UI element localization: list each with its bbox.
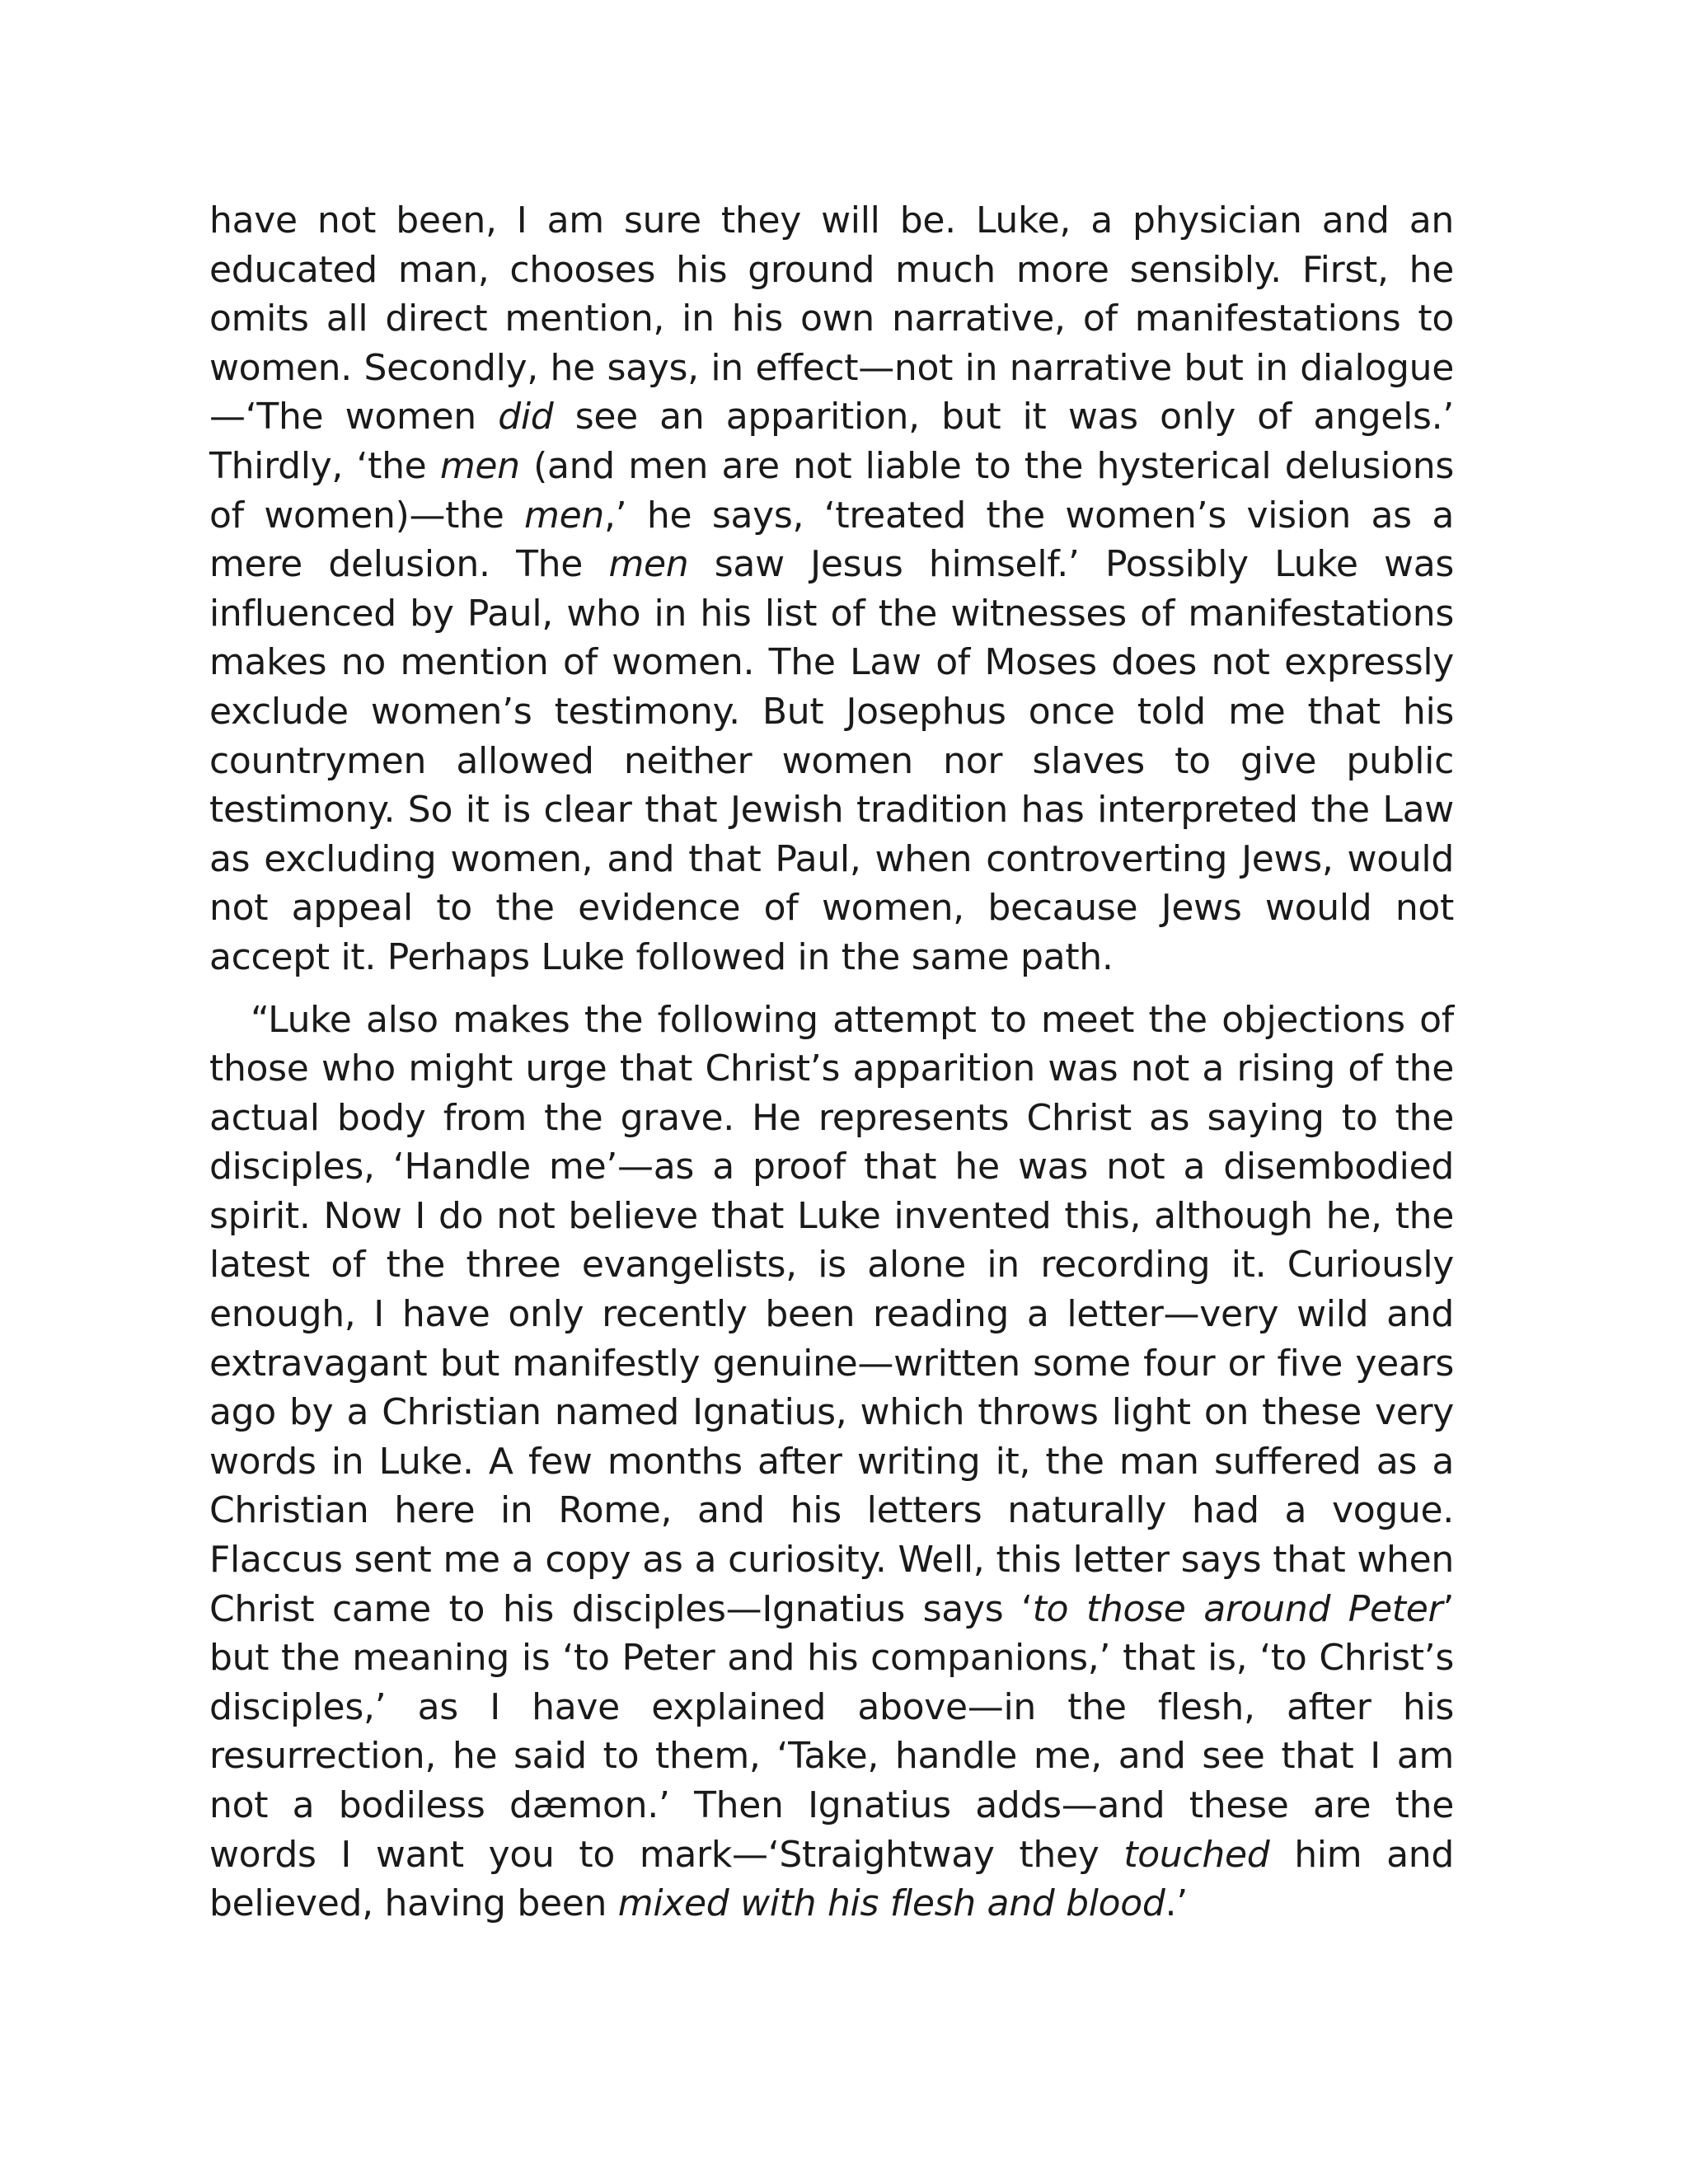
- paragraph: [209, 196, 1454, 982]
- text-run: ,’ he says, ‘treated the women’s vision as a mere delusion. The: [209, 494, 1454, 586]
- emphasis-run: men: [524, 494, 604, 537]
- emphasis-run: men: [439, 444, 520, 487]
- emphasis-run: touched: [1123, 1833, 1270, 1876]
- emphasis-run: mixed with his flesh and blood: [617, 1882, 1165, 1925]
- text-run: .’: [1165, 1882, 1188, 1925]
- text-run: have not been, I am sure they will be. Luke, a physician and an educated man, chooses his ground much more sensibly. First, he omits all direct mention, in his own narrative, of manifestations to women. Secondly, he says, in effect—not in narrative but in dialogue —‘The women: [209, 199, 1454, 438]
- text-run: “Luke also makes the following attempt to meet the objections of those who might urge that Christ’s apparition was not a rising of the actual body from the grave. He represents Christ as saying to the disciples, ‘Handle me’—as a proof that he was not a disembodied spirit. Now I do not believe that Luke invented this, although he, the latest of the three evangelists, is alone in recording it. Curiously enough, I have only recently been reading a letter—very wild and extravagant but manifestly genuine—written some four or five years ago by a Christian named Ignatius, which throws light on these very words in Luke. A few months after writing it, the man suffered as a Christian here in Rome, and his letters naturally had a vogue. Flaccus sent me a copy as a curiosity. Well, this letter says that when Christ came to his disciples—Ignatius says ‘: [209, 998, 1454, 1630]
- text-run: see an apparition, but it was only of angels.’ Thirdly, ‘the: [209, 396, 1454, 487]
- emphasis-run: men: [608, 543, 689, 586]
- emphasis-run: did: [498, 396, 554, 438]
- paragraph: [209, 996, 1454, 1929]
- emphasis-run: to those around Peter: [1032, 1587, 1443, 1630]
- text-run: ’ but the meaning is ‘to Peter and his companions,’ that is, ‘to Christ’s disciples,’ as I have explained above—in the flesh, after his resurrection, he said to them, ‘Take, handle me, and see that I am not a bodiless dæmon.’ Then Ignatius adds—and these are the words I want you to mark—‘Straightway they: [209, 1587, 1454, 1876]
- text-run: him and believed, having been: [209, 1833, 1455, 1925]
- page-body: [209, 196, 1454, 1929]
- text-run: saw Jesus himself.’ Possibly Luke was influenced by Paul, who in his list of the witnesses of manifestations makes no mention of women. The Law of Moses does not expressly exclude women’s testimony. But Josephus once told me that his countrymen allowed neither women nor slaves to give public testimony. So it is clear that Jewish tradition has interpreted the Law as excluding women, and that Paul, when controverting Jews, would not appeal to the evidence of women, because Jews would not accept it. Perhaps Luke followed in the same path.: [209, 543, 1454, 978]
- text-run: (and men are not liable to the hysterical delusions of women)—the: [209, 444, 1455, 537]
